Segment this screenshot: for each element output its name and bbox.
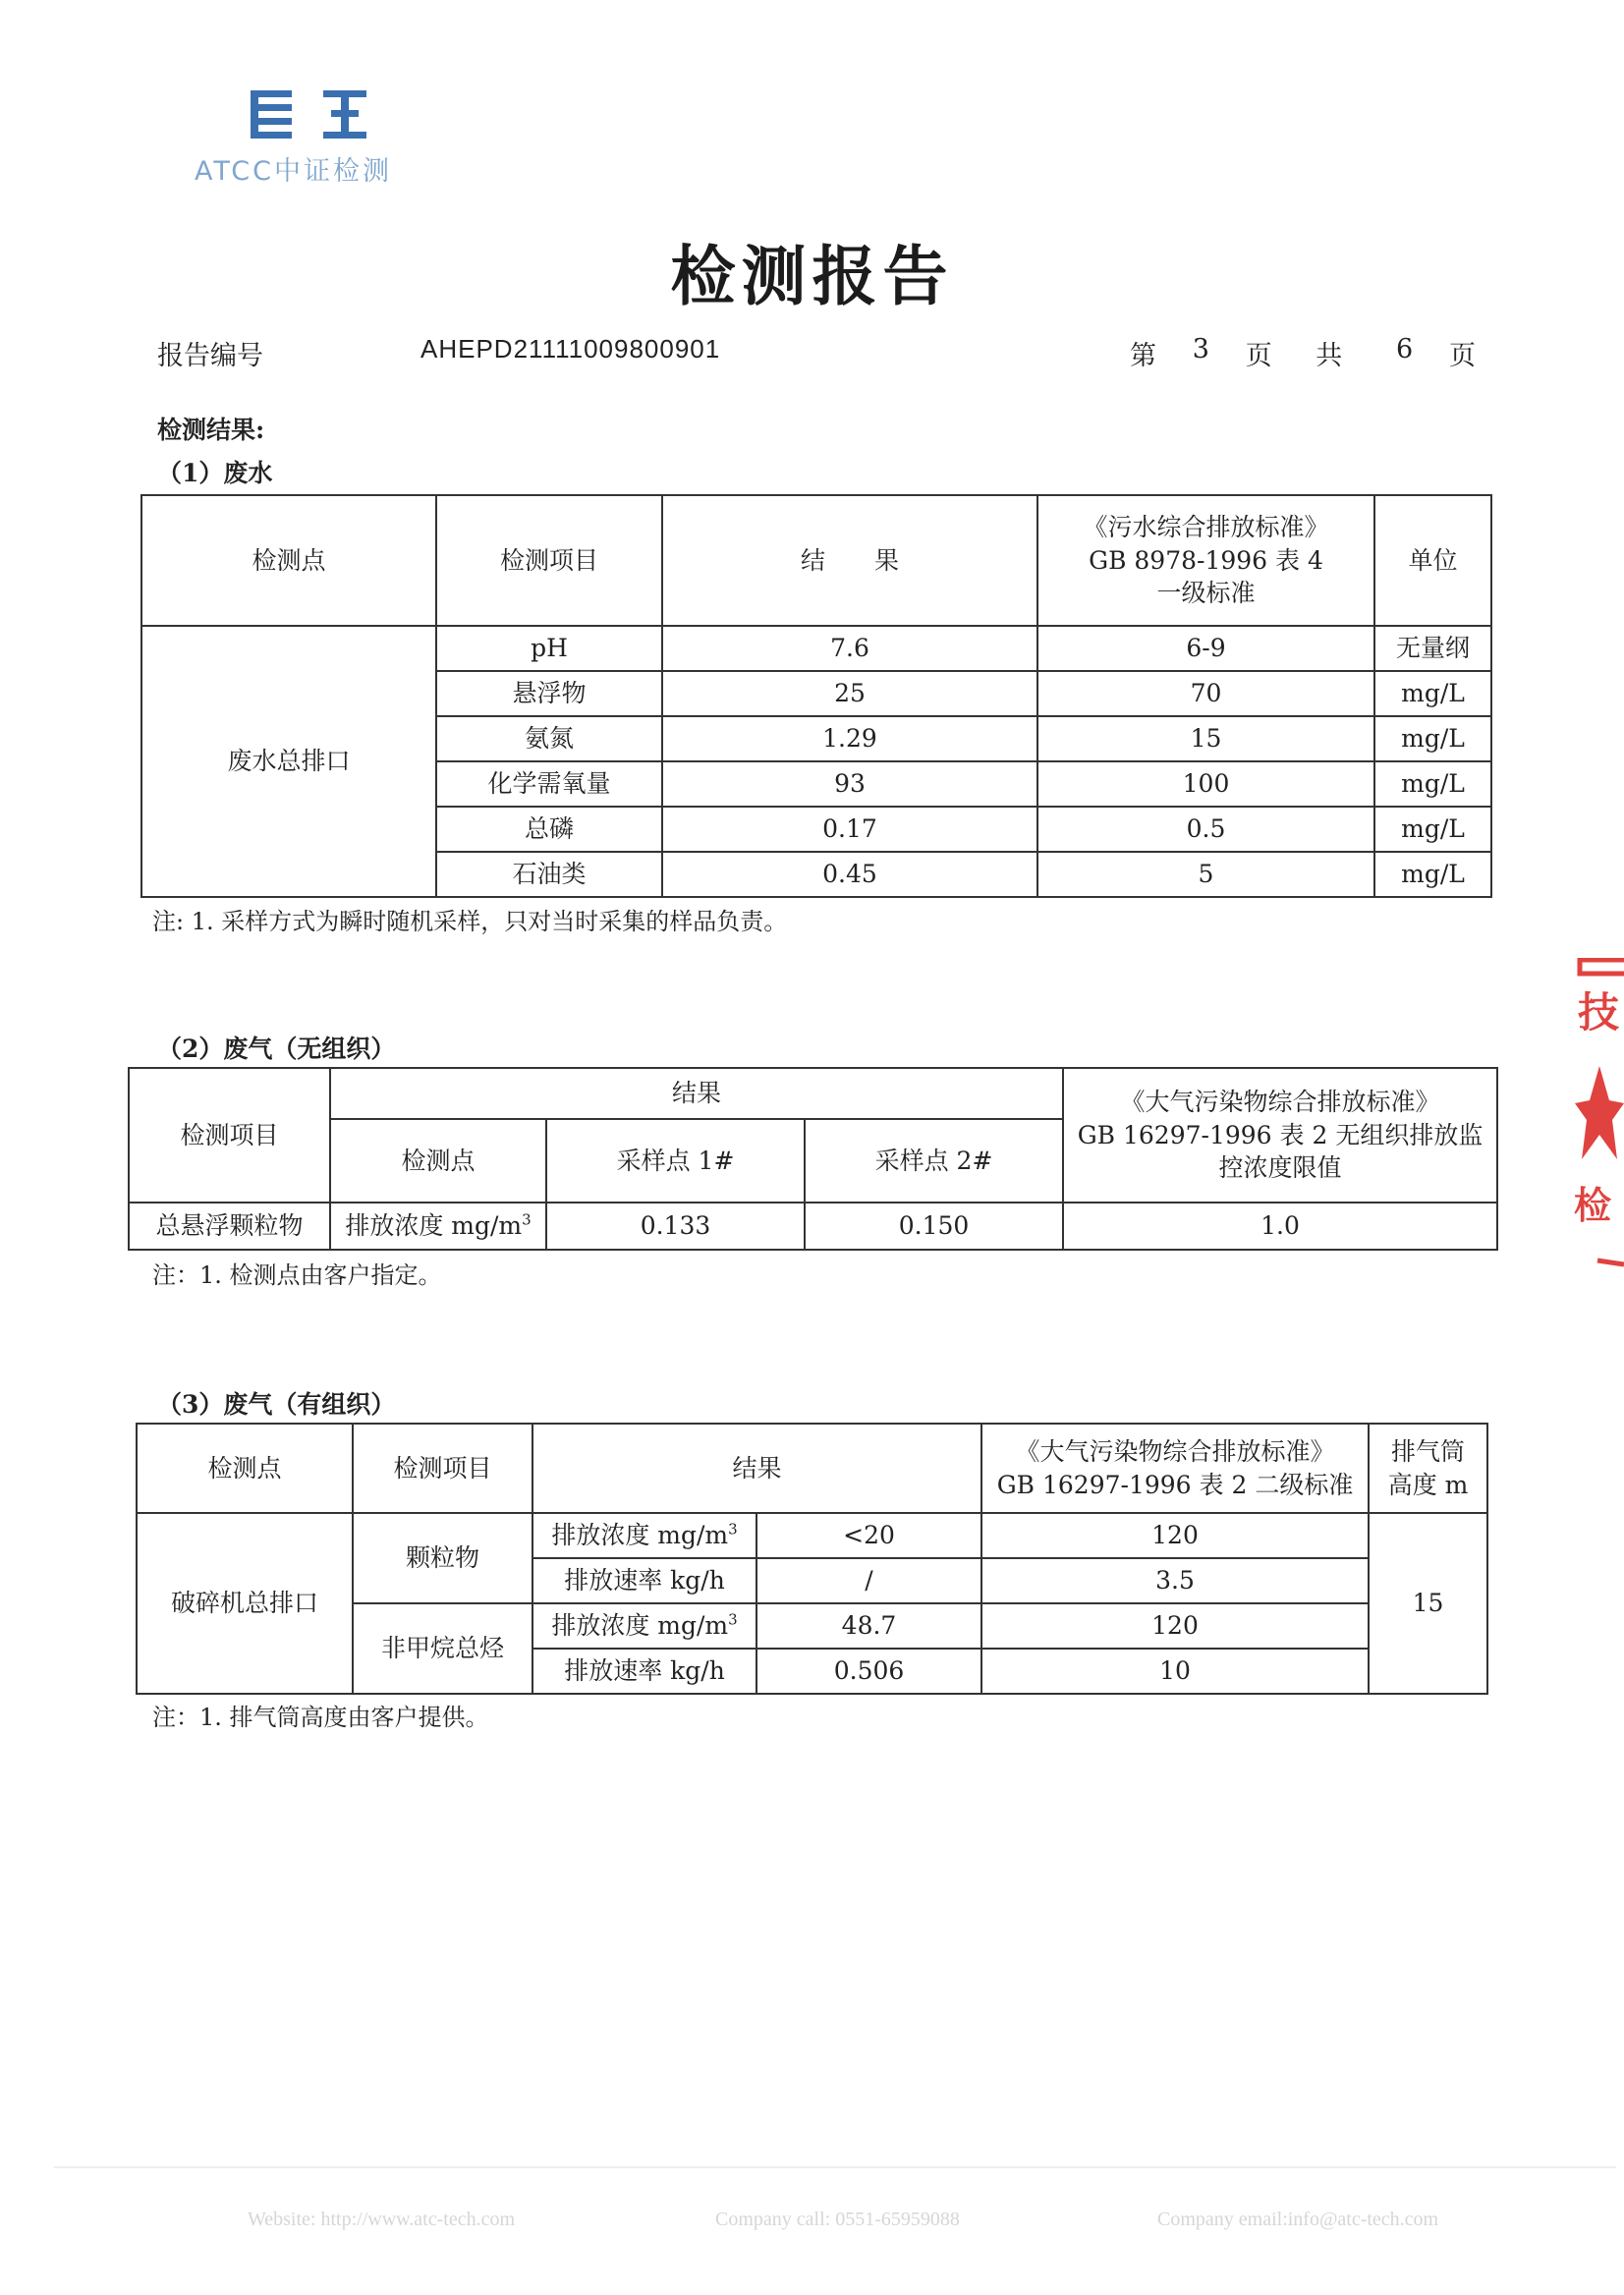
- table-cell-item: 总悬浮颗粒物: [129, 1203, 330, 1250]
- table-cell-item: 总磷: [436, 807, 662, 852]
- header-sample2: 采样点 2#: [805, 1119, 1063, 1203]
- header-standard: 《大气污染物综合排放标准》 GB 16297-1996 表 2 二级标准: [981, 1424, 1369, 1513]
- table-cell-limit: 1.0: [1063, 1203, 1497, 1250]
- header-point: 检测点: [137, 1424, 353, 1513]
- table-cell-limit: 5: [1037, 852, 1374, 897]
- seal-char-top: 技: [1578, 988, 1620, 1036]
- table-cell-unit: 无量纲: [1374, 626, 1491, 671]
- table-cell-result: 0.17: [662, 807, 1037, 852]
- table-cell-item: 化学需氧量: [436, 761, 662, 807]
- header-point: 检测点: [330, 1119, 546, 1203]
- table-cell-value: 48.7: [756, 1603, 981, 1649]
- table-cell-item: 石油类: [436, 852, 662, 897]
- table-cell-limit: 0.5: [1037, 807, 1374, 852]
- table-cell-measure: 排放浓度 $mg/m^3$: [532, 1513, 756, 1558]
- footer-divider: [54, 2166, 1616, 2168]
- wastewater-table: [140, 494, 1492, 898]
- wastewater-heading: （1）废水: [157, 459, 273, 487]
- header-item: 检测项目: [436, 495, 662, 626]
- table-cell-measure: 排放浓度 $mg/m^3$: [532, 1603, 756, 1649]
- header-unit: 单位: [1374, 495, 1491, 626]
- organized-gas-note: 注：1. 排气筒高度由客户提供。: [152, 1704, 489, 1731]
- table-cell-result: 0.45: [662, 852, 1037, 897]
- table-cell-item: pH: [436, 626, 662, 671]
- footer-email: Company email:info@atc-tech.com: [1157, 2209, 1439, 2230]
- stack-height-value: 15: [1369, 1513, 1487, 1694]
- fugitive-gas-heading: （2）废气（无组织）: [157, 1035, 396, 1063]
- table-cell-value: 0.506: [756, 1649, 981, 1694]
- company-logo-icon: [251, 90, 368, 140]
- header-item: 检测项目: [353, 1424, 532, 1513]
- report-number: AHEPD21111009800901: [420, 334, 721, 364]
- header-point: 检测点: [141, 495, 436, 626]
- table-cell-result: 93: [662, 761, 1037, 807]
- table-cell-item: 氨氮: [436, 716, 662, 761]
- report-number-label: 报告编号: [157, 341, 263, 371]
- table-cell-limit: 3.5: [981, 1558, 1369, 1603]
- results-heading: 检测结果:: [157, 416, 265, 444]
- seal-stamp-icon: [1570, 958, 1624, 1272]
- table-cell-item: 颗粒物: [353, 1513, 532, 1603]
- table-cell-unit: mg/L: [1374, 852, 1491, 897]
- table-cell-unit: mg/L: [1374, 807, 1491, 852]
- table-cell-limit: 120: [981, 1603, 1369, 1649]
- table-cell-limit: 10: [981, 1649, 1369, 1694]
- header-standard: 《污水综合排放标准》 GB 8978-1996 表 4 一级标准: [1037, 495, 1374, 626]
- table-cell-value: 0.150: [805, 1203, 1063, 1250]
- table-cell-measure: 排放浓度 $mg/m^3$: [330, 1203, 546, 1250]
- header-sample1: 采样点 1#: [546, 1119, 805, 1203]
- document-title: 检测报告: [670, 238, 954, 314]
- table-cell-limit: 120: [981, 1513, 1369, 1558]
- table-cell-limit: 6-9: [1037, 626, 1374, 671]
- table-cell-item: 非甲烷总烃: [353, 1603, 532, 1694]
- table-cell-result: 25: [662, 671, 1037, 716]
- seal-char-bottom: 检: [1574, 1183, 1612, 1227]
- header-result: 结 果: [662, 495, 1037, 626]
- table-cell-unit: mg/L: [1374, 671, 1491, 716]
- header-result: 结果: [330, 1068, 1063, 1119]
- table-cell-item: 悬浮物: [436, 671, 662, 716]
- sampling-point: 废水总排口: [141, 626, 436, 897]
- wastewater-note: 注: 1. 采样方式为瞬时随机采样，只对当时采集的样品负责。: [152, 908, 788, 935]
- sampling-point: 破碎机总排口: [137, 1513, 353, 1694]
- footer-phone: Company call: 0551-65959088: [715, 2209, 960, 2230]
- fugitive-gas-note: 注：1. 检测点由客户指定。: [152, 1261, 442, 1289]
- fugitive-gas-table: [128, 1067, 1498, 1251]
- organized-gas-heading: （3）废气（有组织）: [157, 1390, 396, 1419]
- table-cell-unit: mg/L: [1374, 761, 1491, 807]
- page-indicator: 第 3 页 共 6 页: [1130, 334, 1476, 371]
- table-cell-result: 7.6: [662, 626, 1037, 671]
- table-cell-value: /: [756, 1558, 981, 1603]
- table-cell-limit: 100: [1037, 761, 1374, 807]
- header-result: 结果: [532, 1424, 981, 1513]
- table-cell-unit: mg/L: [1374, 716, 1491, 761]
- header-stack-height: 排气筒 高度 m: [1369, 1424, 1487, 1513]
- footer-website: Website: http://www.atc-tech.com: [248, 2209, 516, 2230]
- organized-gas-table: [136, 1423, 1488, 1695]
- company-logo-text: ATCC中证检测: [195, 156, 392, 187]
- table-cell-limit: 70: [1037, 671, 1374, 716]
- table-cell-limit: 15: [1037, 716, 1374, 761]
- table-cell-value: <20: [756, 1513, 981, 1558]
- table-cell-measure: 排放速率 kg/h: [532, 1558, 756, 1603]
- table-cell-measure: 排放速率 kg/h: [532, 1649, 756, 1694]
- header-standard: 《大气污染物综合排放标准》 GB 16297-1996 表 2 无组织排放监 控浓度限值: [1063, 1068, 1497, 1203]
- table-cell-value: 0.133: [546, 1203, 805, 1250]
- table-cell-result: 1.29: [662, 716, 1037, 761]
- header-item: 检测项目: [129, 1068, 330, 1203]
